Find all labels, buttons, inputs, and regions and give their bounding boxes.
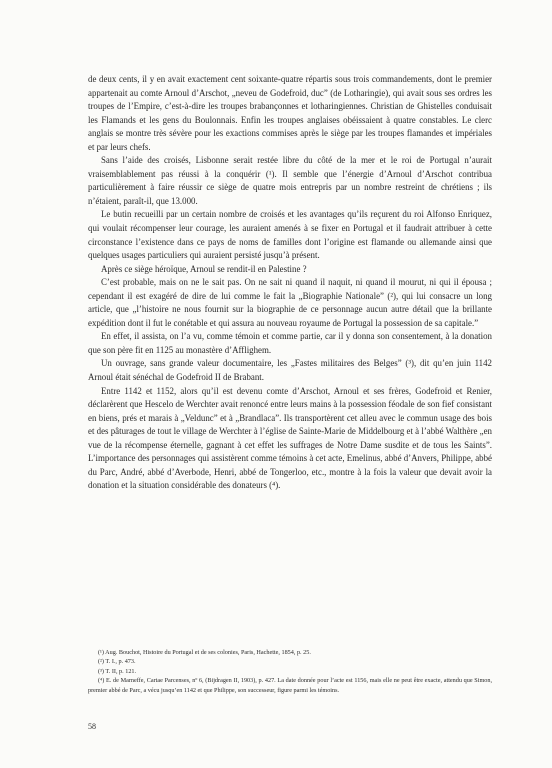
paragraph-5: C’est probable, mais on ne le sait pas. On ne sait ni quand il naquit, ni quand il mourut, ni qui il épousa ; cependant il est exagéré de dire de lui comme le fait la „Biographie Nationale” (²), qui lui consacre un long article, que „l’histoire ne nous fournit sur la biographie de ce personnage aucun autre détail que la brillante expédition dont il fut le conétable et qui assura au nouveau royaume de Portugal la possession de sa capitale.” (88, 277, 492, 328)
paragraph-4: Après ce siège héroïque, Arnoul se rendit-il en Palestine ? (101, 263, 307, 274)
footnote-3: (³) T. II, p. 121. (98, 667, 137, 675)
paragraph-2: Sans l’aide des croisés, Lisbonne serait restée libre du côté de la mer et le roi de Portugal n’aurait vraisemblablement pas réussi à la conquérir (¹). Il semble que l’énergie d’Arnoul d’Arschot contribua particulièrement à faire réussir ce siège de quatre mois entrepris par un nombre restreint de chrétiens ; ils n’étaient, paraît-il, que 13.000. (88, 155, 492, 206)
paragraph-1: de deux cents, il y en avait exactement cent soixante-quatre répartis sous trois commandements, dont le premier appartenait au comte Arnoul d’Arschot, „neveu de Godefroid, duc” (de Lotharingie), qui avait sous ses ordres les troupes de l’Empire, c’est-à-dire les troupes brabançonnes et lotharingiennes. Christian de Ghistelles conduisait les Flamands et les gens du Boulonnais. Enfin les troupes anglaises obéissaient à quatre constables. Le clerc anglais se montre très sévère pour les exactions commises après le siège par les troupes flamandes et impériales et par leurs chefs. (88, 74, 492, 152)
paragraph-8: Entre 1142 et 1152, alors qu’il est devenu comte d’Arschot, Arnoul et ses frères, Godefroid et Renier, déclarèrent que Hescelo de Werchter avait renoncé entre leurs mains à la possession féodale de son fief consistant en biens, prés et marais à „Veldunc” et à „Brandlaca”. Ils transportèrent cet alleu avec le commun usage des bois et des pâturages de tout le village de Werchter à l’église de Sainte-Marie de Middelbourg et à l’abbé Walthère „en vue de la récompense éternelle, gagnant à cet effet les suffrages de Notre Dame susdite et de tous les Saints”. L’importance des personnages qui assistèrent comme témoins à cet acte, Emelinus, abbé d’Anvers, Philippe, abbé du Parc, André, abbé d’Averbode, Henri, abbé de Tongerloo, etc., montre à la fois la valeur que devait avoir la donation et la situation considérable des donateurs (⁴). (88, 385, 492, 491)
footnote-2: (²) T. I., p. 473. (98, 658, 136, 666)
footnote-4: (⁴) E. de Marneffe, Cartae Parcenses, nº 6, (Bijdragen II, 1903), p. 427. La date donnée pour l’acte est 1156, mais elle ne peut être exacte, attendu que Simon, premier abbé de Parc, a vécu jusqu’en 1142 et que Philippe, son successeur, figure parmi les témoins. (88, 677, 492, 694)
page-number: 58 (88, 722, 96, 731)
paragraph-7: Un ouvrage, sans grande valeur documentaire, les „Fastes militaires des Belges” (³), dit qu’en juin 1142 Arnoul était sénéchal de Godefroid II de Brabant. (88, 358, 492, 383)
paragraph-3: Le butin recueilli par un certain nombre de croisés et les avantages qu’ils reçurent du roi Alfonso Enriquez, qui voulait récompenser leur courage, les auraient amenés à se fixer en Portugal et il faudrait attribuer à cette circonstance l’existence dans ce pays de noms de familles dont l’origine est flamande ou allemande ainsi que quelques usages particuliers qui auraient persisté jusqu’à présent. (88, 209, 492, 261)
paragraph-6: En effet, il assista, on l’a vu, comme témoin et comme partie, car il y donna son consentement, à la donation que son père fit en 1125 au monastère d’Afflighem. (88, 331, 492, 355)
footnote-1: (¹) Aug. Bouchot, Histoire du Portugal et de ses colonies, Paris, Hachette, 1854, p. 25. (98, 649, 311, 656)
body-text (88, 73, 492, 493)
footnotes (88, 648, 492, 695)
